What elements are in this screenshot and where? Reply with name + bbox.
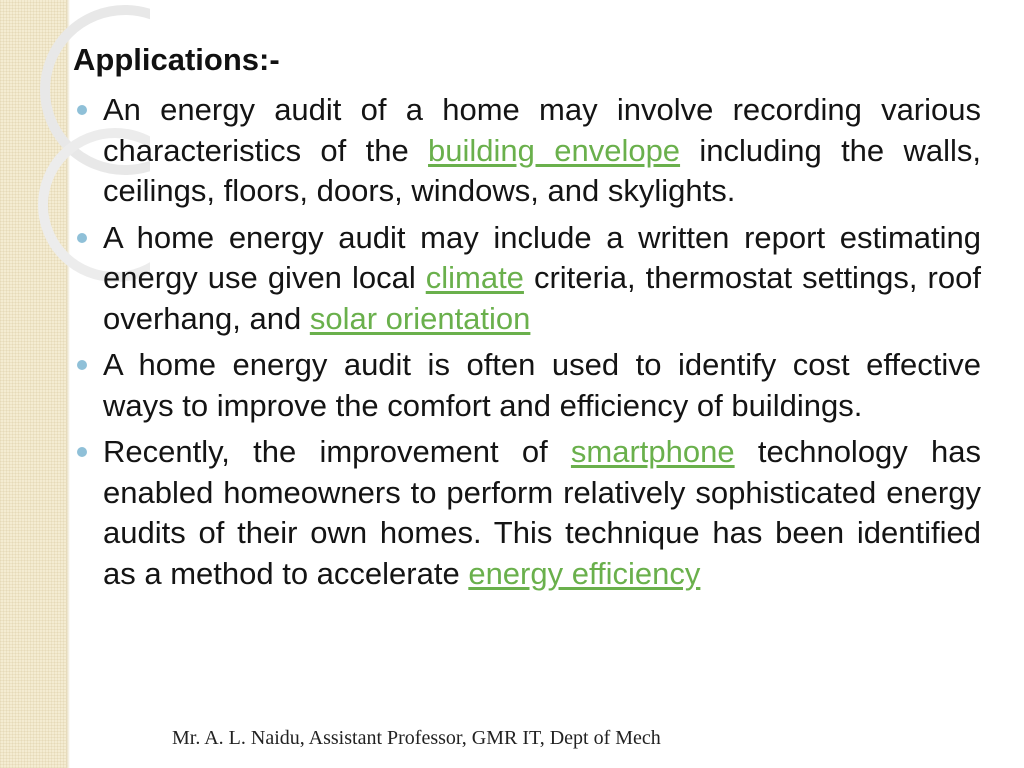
hyperlink[interactable]: energy efficiency bbox=[468, 555, 701, 591]
bullet-item bbox=[73, 218, 981, 340]
bullet-text: An energy audit of a home may involve recording various characteristics of the bbox=[103, 92, 981, 168]
bullet-text: A home energy audit may include a written report estimating energy use given local bbox=[103, 219, 981, 295]
bullet-list bbox=[73, 90, 981, 600]
bullet-dot-icon bbox=[77, 105, 87, 115]
slide-footer: Mr. A. L. Naidu, Assistant Professor, GMR IT, Dept of Mech bbox=[172, 727, 661, 749]
bullet-dot-icon bbox=[77, 360, 87, 370]
bullet-text: technology has enabled homeowners to perform relatively sophisticated energy audits of their own homes. This technique has been identified as a method to accelerate bbox=[103, 434, 982, 591]
slide-title: Applications:- bbox=[73, 42, 280, 77]
bullet-dot-icon bbox=[77, 447, 87, 457]
hyperlink[interactable]: smartphone bbox=[570, 434, 735, 469]
hyperlink[interactable]: solar orientation bbox=[309, 300, 531, 336]
hyperlink[interactable]: building envelope bbox=[428, 132, 681, 168]
hyperlink[interactable]: climate bbox=[425, 260, 524, 295]
bullet-item bbox=[73, 90, 981, 212]
bullet-item bbox=[73, 432, 981, 594]
bullet-text: Recently, the improvement of bbox=[103, 434, 571, 469]
bullet-text: including the walls, ceilings, floors, doors, windows, and skylights. bbox=[103, 132, 981, 208]
bullet-text: A home energy audit is often used to identify cost effective ways to improve the comfort and efficiency of buildings. bbox=[103, 347, 981, 423]
bullet-text: criteria, thermostat settings, roof overhang, and bbox=[103, 260, 981, 336]
bullet-dot-icon bbox=[77, 233, 87, 243]
bullet-item bbox=[73, 345, 981, 426]
